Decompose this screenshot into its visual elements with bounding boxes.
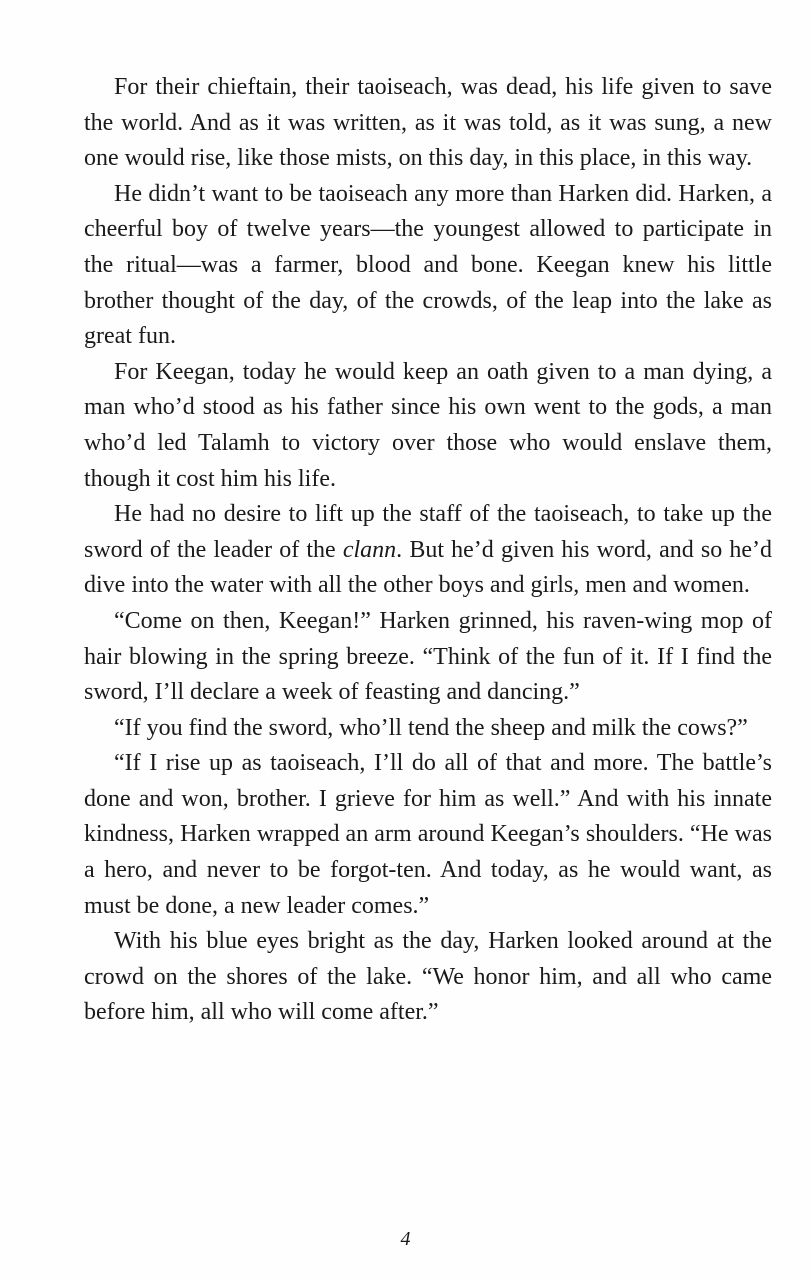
paragraph-5: “Come on then, Keegan!” Harken grinned, his raven-wing mop of hair blowing in the spring breeze. “Think of the fun of it. If I find the sword, I’ll declare a week of feasting and dancing.”: [84, 607, 772, 706]
paragraph-8: With his blue eyes bright as the day, Harken looked around at the crowd on the shores of the lake. “We honor him, and all who came before him, all who will come after.”: [84, 928, 772, 1026]
paragraph-4-after: . But he’d given his word, and so he’d dive into the water with all the other boys and girls, men and women.: [84, 536, 773, 599]
paragraph-1: For their chieftain, their taoiseach, was dead, his life given to save the world. And as it was written, as it was told, as it was sung, a new one would rise, like those mists, on this day, in this place, in this way.: [84, 74, 772, 172]
body-text: [84, 70, 772, 1031]
paragraph-4-italic: clann: [342, 536, 397, 563]
paragraph-7: “If I rise up as taoiseach, I’ll do all of that and more. The battle’s done and won, brother. I grieve for him as well.” And with his innate kindness, Harken wrapped an arm around Keegan’s shoulders. “He was a hero, and never to be forgot-ten. And today, as he would want, as must be done, a new leader comes.”: [84, 750, 772, 919]
paragraph-3: For Keegan, today he would keep an oath given to a man dying, a man who’d stood as his father since his own went to the gods, a man who’d led Talamh to victory over those who would enslave them, though it cost him his life.: [84, 358, 772, 492]
paragraph-2: He didn’t want to be taoiseach any more than Harken did. Harken, a cheerful boy of twelve years—the youngest allowed to participate in the ritual—was a farmer, blood and bone. Keegan knew his little brother thought of the day, of the crowds, of the leap into the lake as great fun.: [84, 180, 772, 350]
paragraph-4-before: He had no desire to lift up the staff of the taoiseach, to take up the sword of the leader of the: [84, 501, 772, 563]
paragraph-6: “If you find the sword, who’ll tend the sheep and milk the cows?”: [114, 714, 748, 741]
paragraph-4: [84, 497, 772, 604]
page-number: 4: [400, 1228, 411, 1250]
